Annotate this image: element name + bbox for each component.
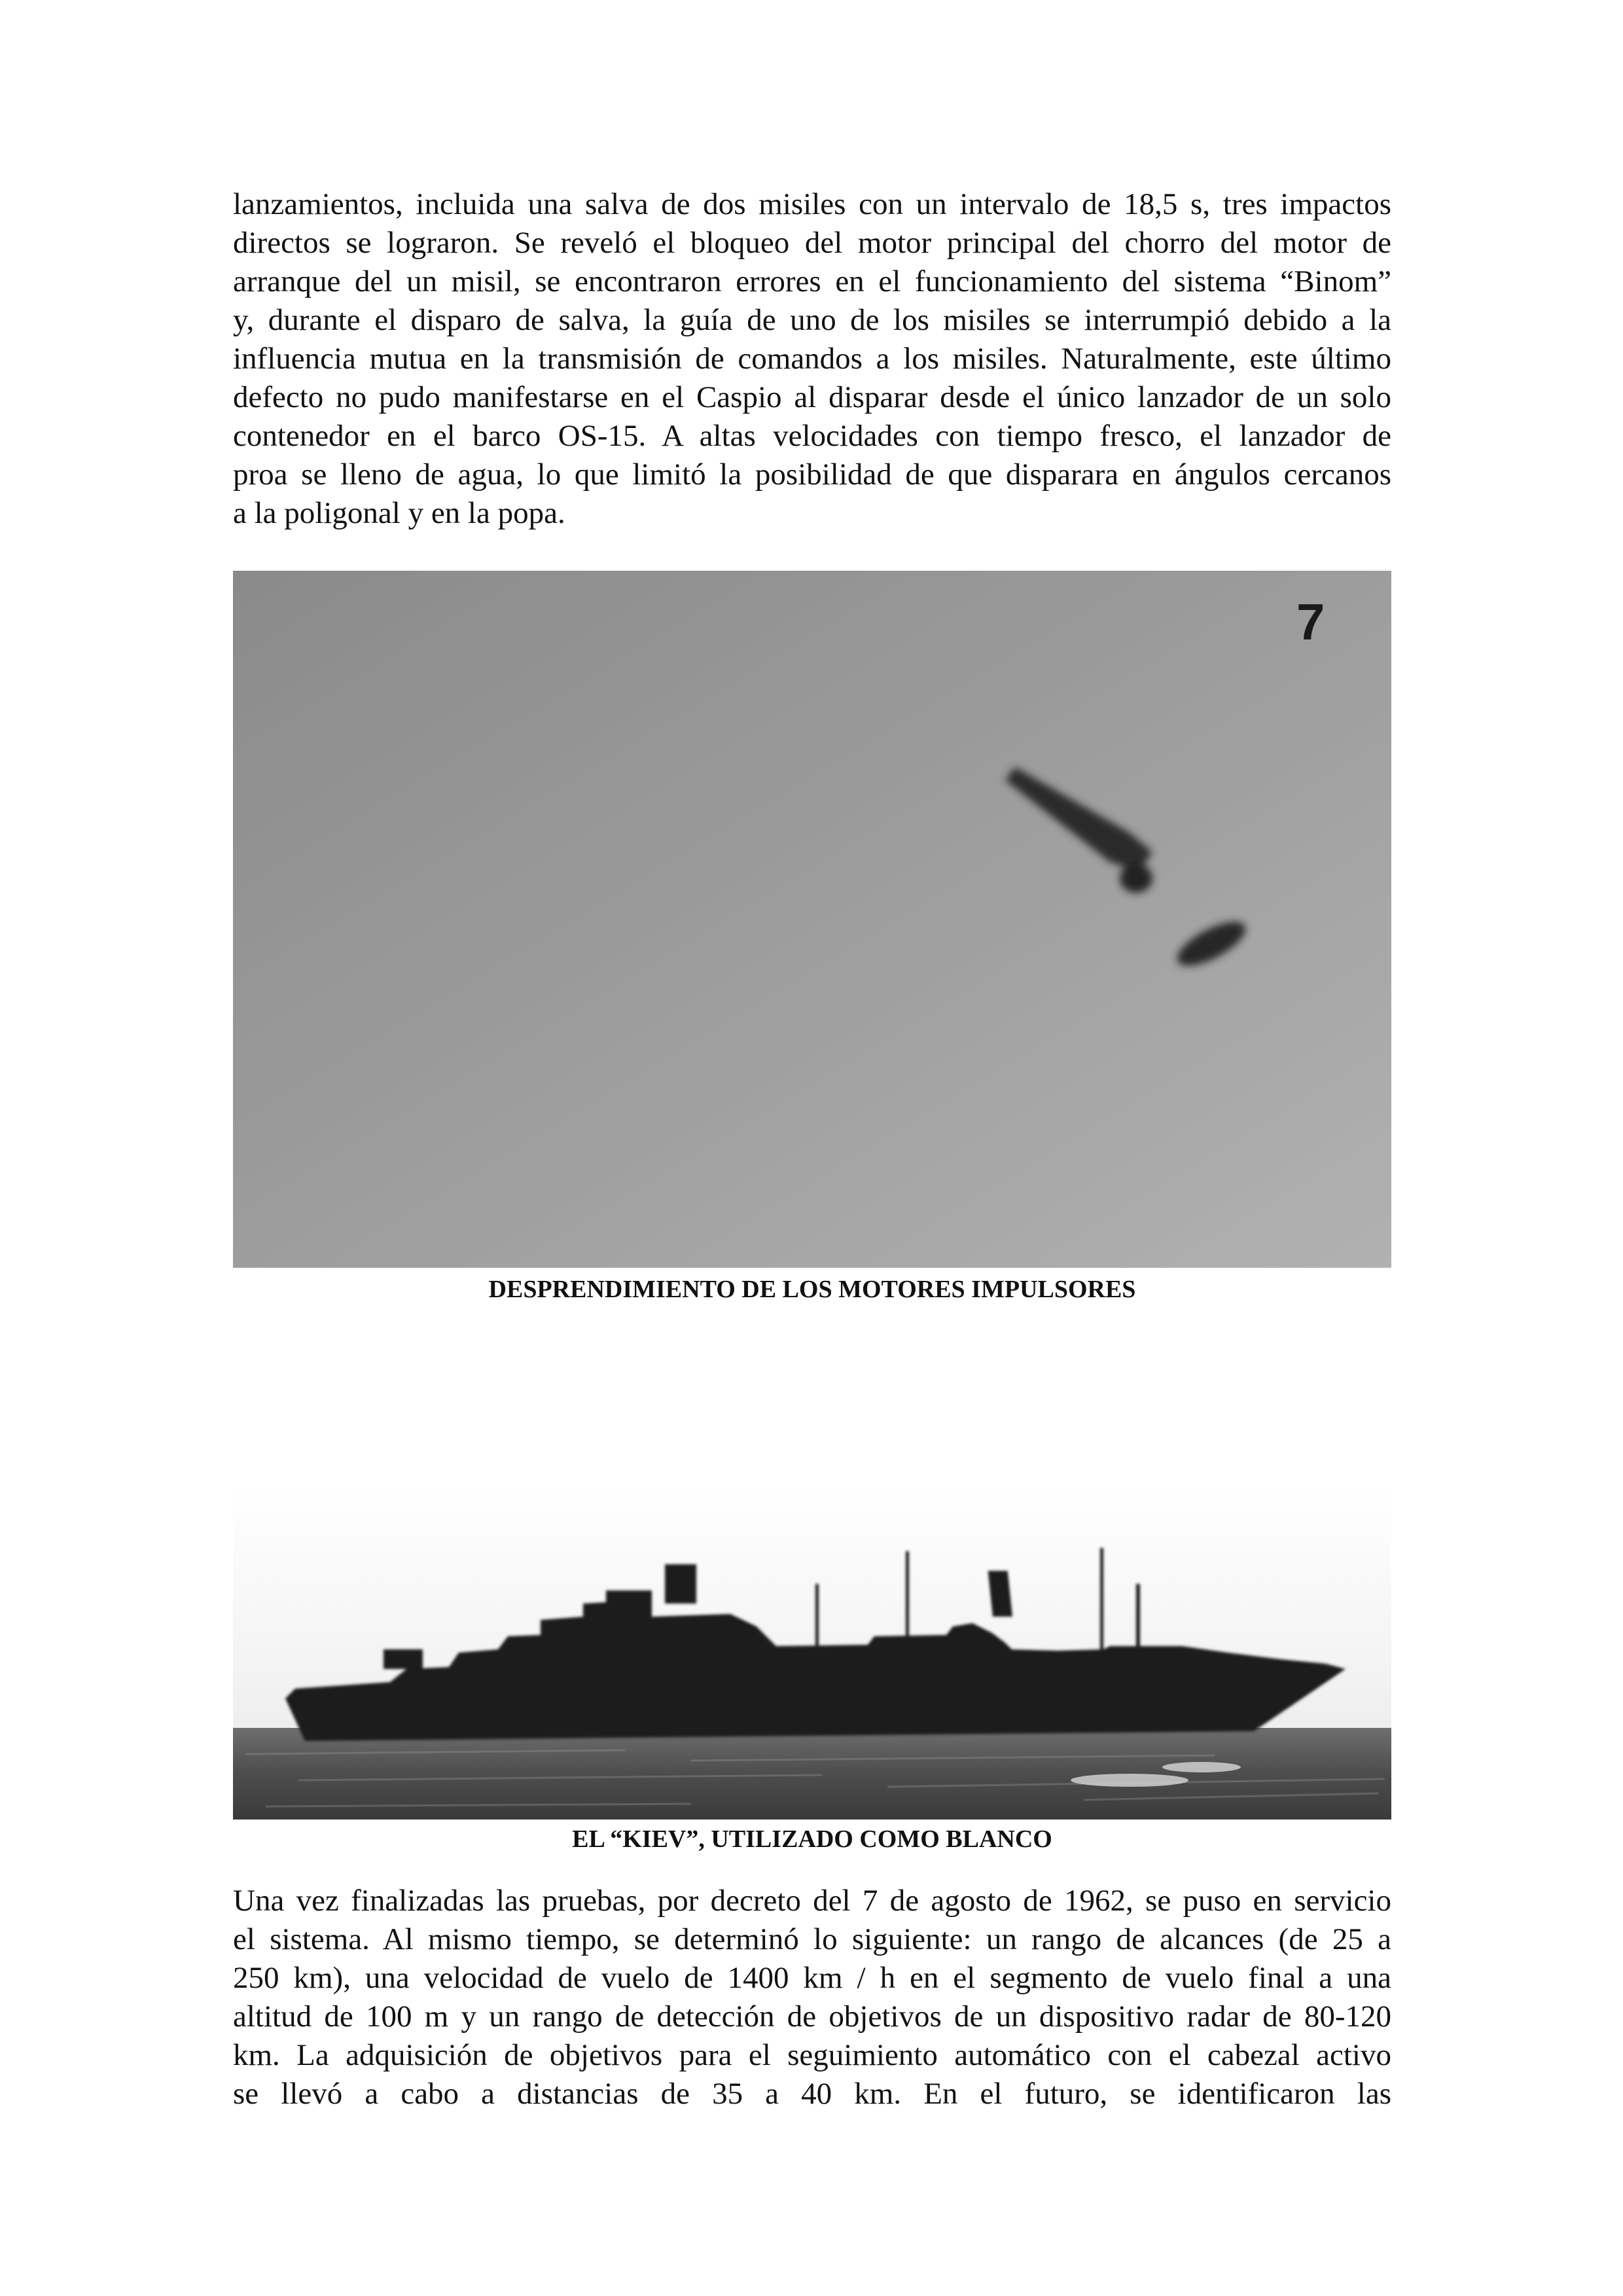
text-line: lanzamientos, incluida una salva de dos misiles con un intervalo de 18,5 s, tres impactos — [233, 187, 1391, 221]
text-line: a la poligonal y en la popa. — [233, 496, 565, 530]
text-line: directos se lograron. Se reveló el bloqueo del motor principal del chorro del motor de — [233, 226, 1391, 260]
figure-caption: EL “KIEV”, UTILIZADO COMO BLANCO — [572, 1825, 1052, 1853]
figure-number: 7 — [1296, 593, 1325, 651]
kiev-ship-photo — [233, 1486, 1391, 1820]
text-line: 250 km), una velocidad de vuelo de 1400 km / h en el segmento de vuelo final a una — [233, 1961, 1391, 1995]
text-line: influencia mutua en la transmisión de comandos a los misiles. Naturalmente, este último — [233, 342, 1391, 376]
text-line: km. La adquisición de objetivos para el seguimiento automático con el cabezal activo — [233, 2038, 1391, 2072]
body-paragraph-bottom — [233, 1882, 1391, 2113]
text-line: se llevó a cabo a distancias de 35 a 40 km. En el futuro, se identificaron las — [233, 2077, 1391, 2111]
text-line: el sistema. Al mismo tiempo, se determinó lo siguiente: un rango de alcances (de 25 a — [233, 1922, 1391, 1956]
text-line: defecto no pudo manifestarse en el Caspio al disparar desde el único lanzador de un solo — [233, 380, 1391, 414]
text-line: y, durante el disparo de salva, la guía de uno de los misiles se interrumpió debido a la — [233, 303, 1391, 337]
text-line: proa se lleno de agua, lo que limitó la posibilidad de que disparara en ángulos cercanos — [233, 457, 1391, 492]
text-line: arranque del un misil, se encontraron errores en el funcionamiento del sistema “Binom” — [233, 264, 1391, 298]
text-line: contenedor en el barco OS-15. A altas velocidades con tiempo fresco, el lanzador de — [233, 419, 1391, 453]
figure-caption: DESPRENDIMIENTO DE LOS MOTORES IMPULSORES — [488, 1276, 1136, 1303]
text-line: Una vez finalizadas las pruebas, por decreto del 7 de agosto de 1962, se puso en servicio — [233, 1884, 1391, 1918]
text-line: altitud de 100 m y un rango de detección de objetivos de un dispositivo radar de 80-120 — [233, 2000, 1391, 2034]
missile-booster-photo — [233, 571, 1391, 1268]
body-paragraph-top — [233, 185, 1391, 533]
